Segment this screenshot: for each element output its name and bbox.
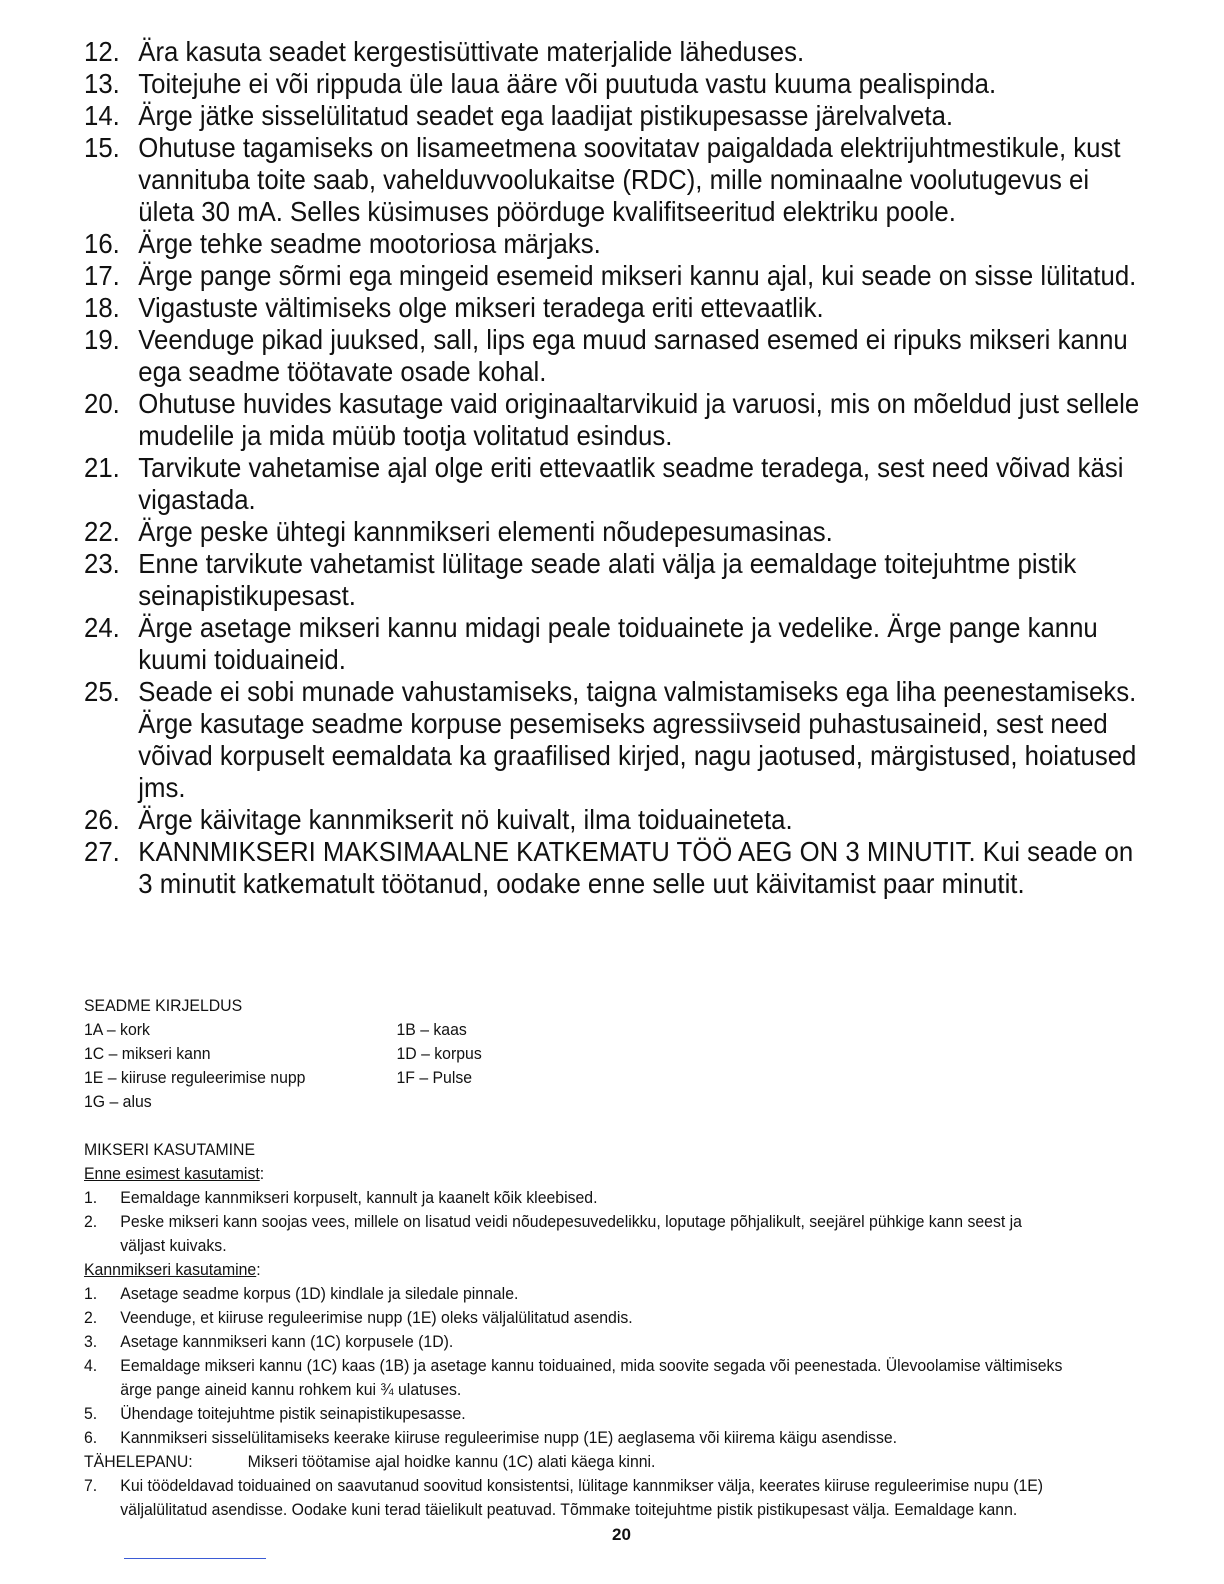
- footer-rule: [124, 1558, 266, 1559]
- item-number: 19.: [84, 324, 120, 355]
- before-first-use-title: Enne esimest kasutamist:: [84, 1164, 265, 1183]
- item-text: [138, 612, 1142, 676]
- item-text: [138, 100, 1142, 132]
- item-paragraph: Seade ei sobi munade vahustamiseks, taigna valmistamiseks ega liha peenestamiseks.: [138, 676, 1137, 707]
- safety-item: [84, 548, 1142, 612]
- safety-item: [84, 292, 1142, 324]
- item-number: 21.: [84, 452, 120, 483]
- usage-heading: MIKSERI KASUTAMINE: [84, 1140, 256, 1159]
- item-text: [138, 388, 1142, 452]
- item-number: 18.: [84, 292, 120, 323]
- item-number: 23.: [84, 548, 120, 579]
- safety-item: [84, 516, 1142, 548]
- item-paragraph: Ärge käivitage kannmikserit nö kuivalt, ilma toiduaineteta.: [138, 804, 793, 835]
- item-text: [138, 292, 1142, 324]
- list-item: 3. Asetage kannmikseri kann (1C) korpusele (1D).: [84, 1332, 454, 1351]
- item-paragraph: Ärge jätke sisselülitatud seadet ega laadijat pistikupesasse järelvalveta.: [138, 100, 954, 131]
- part-1e: 1E – kiiruse reguleerimise nupp: [84, 1068, 306, 1087]
- page-number: 20: [612, 1525, 631, 1544]
- item-paragraph: Ärge peske ühtegi kannmikseri elementi nõudepesumasinas.: [138, 516, 833, 547]
- item-number: 16.: [84, 228, 120, 259]
- safety-item: [84, 676, 1142, 804]
- safety-item: [84, 836, 1142, 900]
- part-1g: 1G – alus: [84, 1092, 152, 1111]
- part-1f: 1F – Pulse: [396, 1068, 473, 1087]
- parts-list: [84, 1018, 1070, 1114]
- usage-section: [84, 1138, 1070, 1522]
- item-number: 12.: [84, 36, 120, 67]
- list-item: 5. Ühendage toitejuhtme pistik seinapistikupesasse.: [84, 1404, 466, 1423]
- safety-item: [84, 100, 1142, 132]
- safety-item: [84, 804, 1142, 836]
- part-1d: 1D – korpus: [396, 1044, 482, 1063]
- item-number: 26.: [84, 804, 120, 835]
- safety-item: [84, 612, 1142, 676]
- item-text: [138, 676, 1142, 804]
- item-text: [138, 836, 1142, 900]
- item-number: 14.: [84, 100, 120, 131]
- safety-item: [84, 228, 1142, 260]
- list-item: 7. Kui töödeldavad toiduained on saavutanud soovitud konsistentsi, lülitage kannmikser välja, keerates kiiruse reguleerimise nupu (1E) väljalülitatud asendisse. Oodake kuni terad täielikult peatuvad. Tõmmake toitejuhtme pistik pistikupesast välja. Eemaldage kann.: [84, 1476, 1044, 1519]
- list-item: 2. Peske mikseri kann soojas vees, millele on lisatud veidi nõudepesuvedelikku, loputage põhjalikult, seejärel pühkige kann seest ja väljast kuivaks.: [84, 1212, 1022, 1255]
- item-number: 25.: [84, 676, 120, 707]
- item-text: [138, 260, 1142, 292]
- item-number: 24.: [84, 612, 120, 643]
- item-paragraph: Vigastuste vältimiseks olge mikseri teradega eriti ettevaatlik.: [138, 292, 824, 323]
- safety-item: [84, 68, 1142, 100]
- item-number: 13.: [84, 68, 120, 99]
- item-text: [138, 132, 1142, 228]
- caution-text: Mikseri töötamise ajal hoidke kannu (1C) alati käega kinni.: [247, 1452, 656, 1471]
- safety-list: [84, 36, 1144, 900]
- item-paragraph: Ohutuse huvides kasutage vaid originaaltarvikuid ja varuosi, mis on mõeldud just sellele mudelile ja mida müüb tootja volitatud esindus.: [138, 388, 1140, 451]
- list-item: 1. Eemaldage kannmikseri korpuselt, kannult ja kaanelt kõik kleebised.: [84, 1188, 598, 1207]
- item-paragraph: KANNMIKSERI MAKSIMAALNE KATKEMATU TÖÖ AEG ON 3 MINUTIT. Kui seade on 3 minutit katkematult töötanud, oodake enne selle uut käivitamist paar minutit.: [138, 836, 1134, 899]
- description-heading: SEADME KIRJELDUS: [84, 996, 243, 1015]
- item-text: [138, 548, 1142, 612]
- item-number: 22.: [84, 516, 120, 547]
- item-paragraph: Ära kasuta seadet kergestisüttivate materjalide läheduses.: [138, 36, 805, 67]
- item-paragraph: Enne tarvikute vahetamist lülitage seade alati välja ja eemaldage toitejuhtme pistik seinapistikupesast.: [138, 548, 1077, 611]
- item-text: [138, 804, 1142, 836]
- item-paragraph: Veenduge pikad juuksed, sall, lips ega muud sarnased esemed ei ripuks mikseri kannu ega seadme töötavate osade kohal.: [138, 324, 1128, 387]
- safety-item: [84, 132, 1142, 228]
- list-item: 2. Veenduge, et kiiruse reguleerimise nupp (1E) oleks väljalülitatud asendis.: [84, 1308, 633, 1327]
- item-text: [138, 228, 1142, 260]
- blender-use-title: Kannmikseri kasutamine:: [84, 1260, 261, 1279]
- safety-item: [84, 260, 1142, 292]
- item-number: 20.: [84, 388, 120, 419]
- part-1c: 1C – mikseri kann: [84, 1044, 211, 1063]
- item-number: 15.: [84, 132, 120, 163]
- item-paragraph: Ärge pange sõrmi ega mingeid esemeid mikseri kannu ajal, kui seade on sisse lülitatud.: [138, 260, 1137, 291]
- item-text: [138, 68, 1142, 100]
- item-paragraph: Tarvikute vahetamise ajal olge eriti ettevaatlik seadme teradega, sest need võivad käsi vigastada.: [138, 452, 1124, 515]
- item-paragraph: Ärge kasutage seadme korpuse pesemiseks agressiivseid puhastusaineid, sest need võivad korpuselt eemaldata ka graafilised kirjed, nagu jaotused, märgistused, hoiatused jms.: [138, 708, 1137, 803]
- list-item: 4. Eemaldage mikseri kannu (1C) kaas (1B) ja asetage kannu toiduained, mida soovite segada või peenestada. Ülevoolamise vältimiseks ärge pange aineid kannu rohkem kui ¾ ulatuses.: [84, 1356, 1063, 1399]
- item-text: [138, 452, 1142, 516]
- part-1a: 1A – kork: [84, 1020, 150, 1039]
- before-first-use-list: [84, 1186, 1070, 1258]
- item-paragraph: Ohutuse tagamiseks on lisameetmena soovitatav paigaldada elektrijuhtmestikule, kust vannituba toite saab, vahelduvvoolukaitse (RDC), mille nominaalne voolutugevus ei ületa 30 mA. Selles küsimuses pöörduge kvalifitseeritud elektriku poole.: [138, 132, 1121, 227]
- caution-label: TÄHELEPANU:: [84, 1452, 193, 1471]
- list-item: 1. Asetage seadme korpus (1D) kindlale ja siledale pinnale.: [84, 1284, 519, 1303]
- device-description: [84, 994, 1070, 1114]
- safety-item: [84, 388, 1142, 452]
- item-paragraph: Ärge asetage mikseri kannu midagi peale toiduainete ja vedelike. Ärge pange kannu kuumi toiduaineid.: [138, 612, 1098, 675]
- blender-use-list: [84, 1282, 1070, 1450]
- caution-note: [84, 1450, 1070, 1474]
- item-text: [138, 516, 1142, 548]
- list-item: 6. Kannmikseri sisselülitamiseks keerake kiiruse reguleerimise nupp (1E) aeglasema või kiirema käigu asendisse.: [84, 1428, 898, 1447]
- item-number: 27.: [84, 836, 120, 867]
- part-1b: 1B – kaas: [396, 1020, 467, 1039]
- item-text: [138, 324, 1142, 388]
- safety-item: [84, 452, 1142, 516]
- item-text: [138, 36, 1142, 68]
- item-number: 17.: [84, 260, 120, 291]
- safety-item: [84, 36, 1142, 68]
- safety-item: [84, 324, 1142, 388]
- item-paragraph: Ärge tehke seadme mootoriosa märjaks.: [138, 228, 601, 259]
- item-paragraph: Toitejuhe ei või rippuda üle laua ääre või puutuda vastu kuuma pealispinda.: [138, 68, 997, 99]
